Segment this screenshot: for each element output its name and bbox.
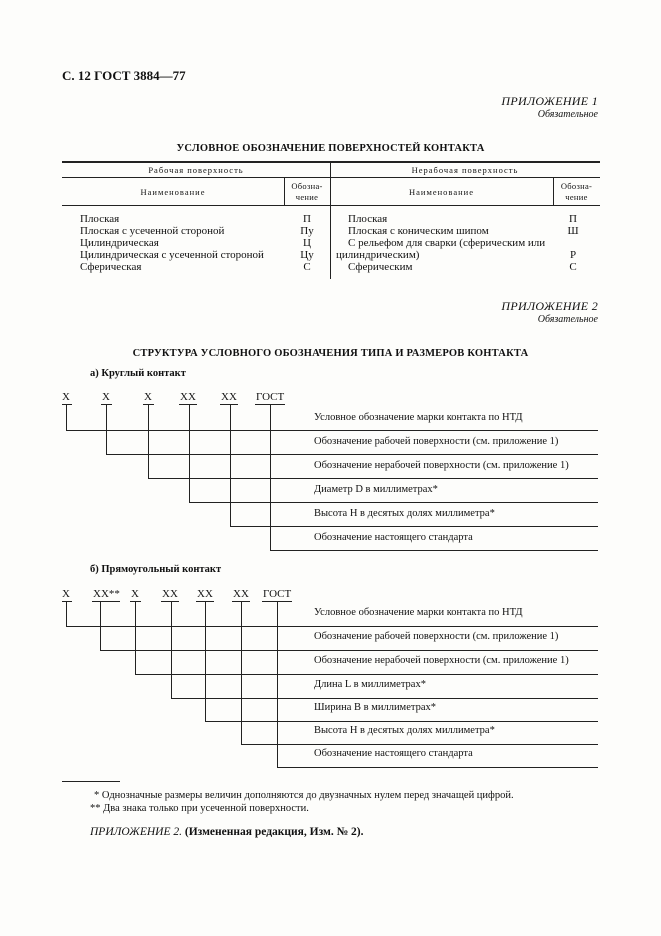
round-symbol: X — [102, 391, 110, 403]
round-label: Высота H в десятых долях миллиметра* — [314, 508, 495, 519]
left-code-header-line2: чение — [295, 192, 319, 202]
round-overline — [179, 404, 197, 405]
round-symbol: XX — [180, 391, 196, 403]
round-overline — [62, 404, 72, 405]
appendix-2-subtitle: Обязательное — [537, 314, 598, 325]
rect-rule — [100, 650, 598, 651]
right-code-header-line2: чение — [565, 192, 588, 202]
appendix-2-label — [501, 299, 598, 325]
amendment-note — [90, 826, 364, 838]
rect-rule — [205, 721, 598, 722]
round-rule — [148, 478, 598, 479]
footnote-single-star: * Однозначные размеры величин дополняются до двузначных нулем перед значащей цифрой. — [94, 790, 514, 801]
page-header: С. 12 ГОСТ 3884—77 — [62, 68, 186, 83]
appendix-1-title: ПРИЛОЖЕНИЕ 1 — [501, 94, 598, 108]
round-symbol: X — [62, 391, 70, 403]
rect-symbol: XX — [162, 588, 178, 600]
right-row-code: Ш — [567, 225, 579, 237]
footnote-double-star: ** Два знака только при усеченной поверхности. — [90, 803, 309, 814]
rect-symbol: ГОСТ — [263, 588, 292, 600]
round-leader — [66, 404, 67, 430]
rect-label: Высота H в десятых долях миллиметра* — [314, 725, 495, 736]
rect-label: Обозначение рабочей поверхности (см. приложение 1) — [314, 631, 559, 642]
round-rule — [270, 550, 598, 551]
round-label: Обозначение рабочей поверхности (см. приложение 1) — [314, 436, 559, 447]
round-overline — [220, 404, 238, 405]
right-row-name: Плоская с коническим шипом — [348, 225, 489, 237]
appendix-1-label — [501, 94, 598, 120]
amendment-lead: ПРИЛОЖЕНИЕ 2. — [90, 826, 182, 838]
rect-label: Ширина B в миллиметрах* — [314, 702, 436, 713]
table-top-rule — [62, 161, 600, 163]
right-row-name: Плоская — [348, 213, 388, 225]
rect-leader — [66, 601, 67, 626]
structure-title: СТРУКТУРА УСЛОВНОГО ОБОЗНАЧЕНИЯ ТИПА И РАЗМЕРОВ КОНТАКТА — [132, 348, 529, 359]
rect-symbol: X — [131, 588, 139, 600]
round-leader — [230, 404, 231, 526]
rect-rule — [171, 698, 598, 699]
right-row-code: Р — [569, 249, 577, 261]
rect-rule — [135, 674, 598, 675]
left-row-name: Плоская — [80, 213, 120, 225]
rect-symbol: XX** — [93, 588, 120, 600]
left-group-header: Рабочая поверхность — [148, 165, 244, 175]
appendix-1-subtitle: Обязательное — [537, 109, 598, 120]
round-symbol: ГОСТ — [256, 391, 285, 403]
rect-symbol: X — [62, 588, 70, 600]
rect-overline — [92, 601, 120, 602]
rect-label: Условное обозначение марки контакта по НТД — [314, 607, 523, 618]
table-group-rule — [62, 177, 600, 178]
left-row-name: Цилиндрическая с усеченной стороной — [80, 249, 264, 261]
round-rule — [66, 430, 598, 431]
right-code-header-line1: Обозна- — [560, 181, 593, 191]
round-label: Условное обозначение марки контакта по НТД — [314, 412, 523, 423]
left-row-code: Ц — [303, 237, 311, 249]
appendix-2-title: ПРИЛОЖЕНИЕ 2 — [501, 299, 598, 313]
left-row-code: П — [303, 213, 311, 225]
rect-symbol: XX — [233, 588, 249, 600]
right-code-header — [553, 181, 600, 203]
rect-overline — [62, 601, 72, 602]
left-code-header — [284, 181, 330, 203]
rect-leader — [241, 601, 242, 744]
footnote-rule — [62, 781, 120, 782]
right-row-name: цилиндрическим) — [336, 249, 420, 261]
rect-label: Обозначение настоящего стандарта — [314, 748, 473, 759]
round-leader — [148, 404, 149, 478]
round-leader — [270, 404, 271, 550]
table-center-divider — [330, 161, 331, 279]
left-row-code: Пу — [300, 225, 314, 237]
right-row-name: С рельефом для сварки (сферическим или — [348, 237, 546, 249]
amendment-text: (Измененная редакция, Изм. № 2). — [184, 826, 364, 838]
right-row-name: Сферическим — [348, 261, 413, 273]
left-name-header: Наименование — [140, 187, 206, 197]
rect-leader — [205, 601, 206, 721]
round-leader — [189, 404, 190, 502]
rect-label: Длина L в миллиметрах* — [314, 679, 426, 690]
rect-label: Обозначение нерабочей поверхности (см. приложение 1) — [314, 655, 569, 666]
right-name-header: Наименование — [409, 187, 474, 197]
left-row-name: Сферическая — [80, 261, 142, 273]
rect-rule — [241, 744, 598, 745]
left-row-code: Цу — [300, 249, 314, 261]
round-symbol: X — [144, 391, 152, 403]
rect-overline — [161, 601, 179, 602]
round-leader — [106, 404, 107, 454]
round-label: Диаметр D в миллиметрах* — [314, 484, 438, 495]
rect-contact-heading: б) Прямоугольный контакт — [90, 564, 222, 575]
round-label: Обозначение настоящего стандарта — [314, 532, 473, 543]
round-contact-heading: а) Круглый контакт — [90, 368, 186, 379]
rect-symbol: XX — [197, 588, 213, 600]
right-group-header: Нерабочая поверхность — [411, 165, 519, 175]
right-row-code: П — [569, 213, 577, 225]
table-header-rule — [62, 205, 600, 206]
left-code-header-line1: Обозна- — [291, 181, 323, 191]
rect-rule — [277, 767, 598, 768]
rect-leader — [135, 601, 136, 674]
left-row-name: Цилиндрическая — [80, 237, 159, 249]
round-symbol: XX — [221, 391, 237, 403]
round-label: Обозначение нерабочей поверхности (см. приложение 1) — [314, 460, 569, 471]
rect-rule — [66, 626, 598, 627]
round-rule — [230, 526, 598, 527]
left-row-code: С — [303, 261, 311, 273]
round-rule — [106, 454, 598, 455]
right-row-code: С — [569, 261, 577, 273]
round-rule — [189, 502, 598, 503]
left-row-name: Плоская с усеченной стороной — [80, 225, 225, 237]
table-title: УСЛОВНОЕ ОБОЗНАЧЕНИЕ ПОВЕРХНОСТЕЙ КОНТАКТА — [176, 143, 485, 154]
